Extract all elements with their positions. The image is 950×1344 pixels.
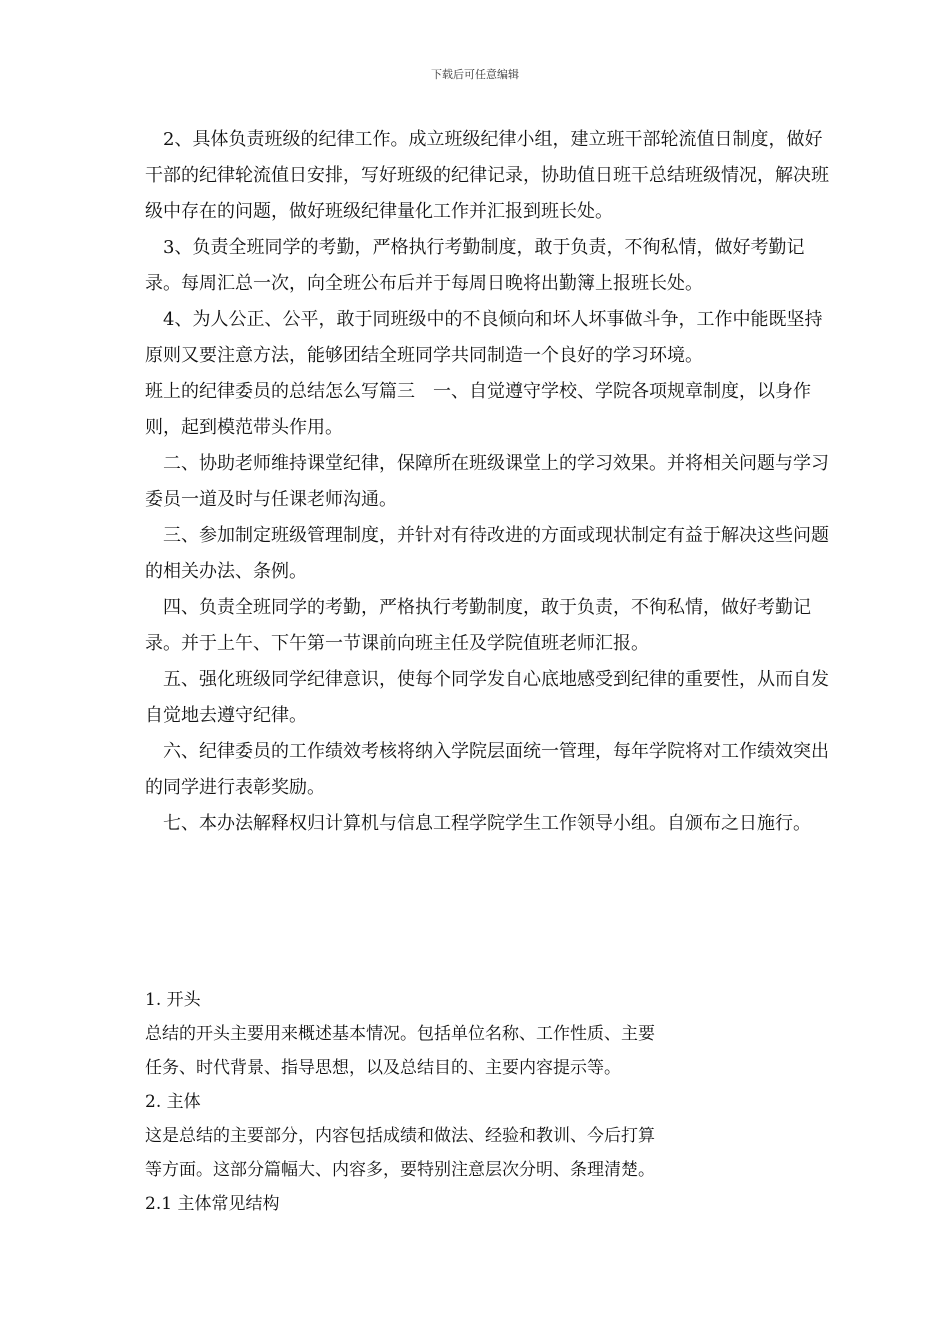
main-text [145,122,835,842]
paragraph: 二、协助老师维持课堂纪律，保障所在班级课堂上的学习效果。并将相关问题与学习委员一道及时与任课老师沟通。 [145,453,829,510]
outline-line: 总结的开头主要用来概述基本情况。包括单位名称、工作性质、主要 [145,1024,655,1044]
paragraph: 七、本办法解释权归计算机与信息工程学院学生工作领导小组。自颁布之日施行。 [163,813,811,834]
outline-line: 等方面。这部分篇幅大、内容多，要特别注意层次分明、条理清楚。 [145,1160,655,1180]
outline-line: 这是总结的主要部分，内容包括成绩和做法、经验和教训、今后打算 [145,1126,655,1146]
writing-outline [145,983,745,1221]
outline-line: 任务、时代背景、指导思想，以及总结目的、主要内容提示等。 [145,1058,621,1078]
outline-subheading: 2.1 主体常见结构 [145,1194,280,1214]
outline-heading: 2. 主体 [145,1092,201,1112]
paragraph: 班上的纪律委员的总结怎么写篇三 一、自觉遵守学校、学院各项规章制度，以身作则，起到模范带头作用。 [145,381,811,438]
page-header: 下载后可任意编辑 [431,68,519,81]
outline-heading: 1. 开头 [145,990,201,1010]
paragraph: 4、为人公正、公平，敢于同班级中的不良倾向和坏人坏事做斗争，工作中能既坚持原则又要注意方法，能够团结全班同学共同制造一个良好的学习环境。 [145,309,823,366]
paragraph: 四、负责全班同学的考勤，严格执行考勤制度，敢于负责，不徇私情，做好考勤记录。并于上午、下午第一节课前向班主任及学院值班老师汇报。 [145,597,811,654]
paragraph: 三、参加制定班级管理制度，并针对有待改进的方面或现状制定有益于解决这些问题的相关办法、条例。 [145,525,829,582]
paragraph: 3、负责全班同学的考勤，严格执行考勤制度，敢于负责，不徇私情，做好考勤记录。每周汇总一次，向全班公布后并于每周日晚将出勤簿上报班长处。 [145,237,805,294]
paragraph: 五、强化班级同学纪律意识，使每个同学发自心底地感受到纪律的重要性，从而自发自觉地去遵守纪律。 [145,669,829,726]
paragraph: 2、具体负责班级的纪律工作。成立班级纪律小组，建立班干部轮流值日制度，做好干部的纪律轮流值日安排，写好班级的纪律记录，协助值日班干总结班级情况，解决班级中存在的问题，做好班级纪律量化工作并汇报到班长处。 [145,129,829,222]
paragraph: 六、纪律委员的工作绩效考核将纳入学院层面统一管理，每年学院将对工作绩效突出的同学进行表彰奖励。 [145,741,829,798]
